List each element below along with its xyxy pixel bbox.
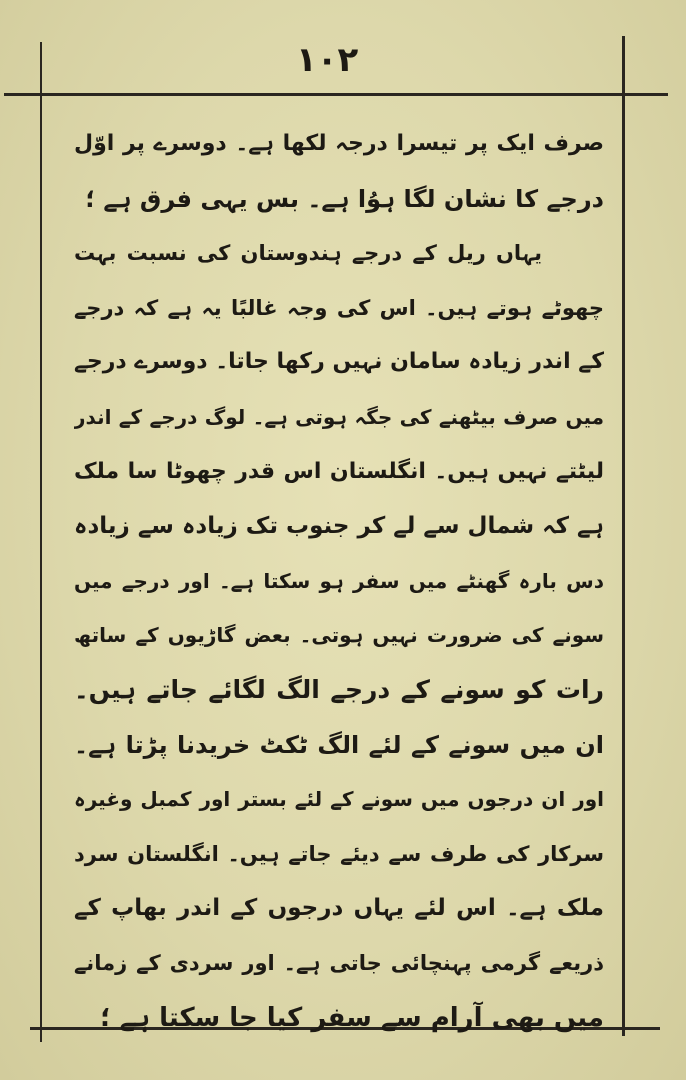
text-line: کے اندر زیادہ سامان نہیں رکھا جاتا۔ دوسرے درجے [74,349,604,375]
text-line: یہاں ریل کے درجے ہندوستان کی نسبت بہت [74,241,542,266]
body-text [74,117,604,1045]
text-line: صرف ایک پر تیسرا درجہ لکھا ہے۔ دوسرے پر اوّل [74,131,604,156]
text-line: میں صرف بیٹھنے کی جگہ ہوتی ہے۔ لوگ درجے کے اندر [74,404,604,429]
right-margin-rule [622,36,625,1036]
text-line: دس بارہ گھنٹے میں سفر ہو سکتا ہے۔ اور درجے میں [74,568,604,593]
text-line: درجے کا نشان لگا ہوُا ہے۔ بس یہی فرق ہے ؛ [85,184,604,213]
text-line: ان میں سونے کے لئے الگ ٹکٹ خریدنا پڑتا ہے۔ [74,730,604,759]
text-line: اور ان درجوں میں سونے کے لئے بستر اور کمبل وغیرہ [74,787,604,812]
text-line: سونے کی ضرورت نہیں ہوتی۔ بعض گاڑیوں کے ساتھ [74,623,604,648]
text-line: میں بھی آرام سے سفر کیا جا سکتا ہے ؛ [100,1002,604,1033]
left-margin-rule [40,42,42,1042]
page-number: ۱۰۲ [296,40,359,80]
text-line: سرکار کی طرف سے دیئے جاتے ہیں۔ انگلستان سرد [74,841,604,866]
text-line: ذریعے گرمی پہنچائی جاتی ہے۔ اور سردی کے زمانے [74,950,604,975]
text-line: چھوٹے ہوتے ہیں۔ اس کی وجہ غالبًا یہ ہے کہ درجے [74,295,604,320]
top-rule [4,93,668,96]
text-line: ملک ہے۔ اس لئے یہاں درجوں کے اندر بھاپ کے [74,895,604,922]
text-line: ہے کہ شمال سے لے کر جنوب تک زیادہ سے زیادہ [74,513,604,540]
text-line: لیٹتے نہیں ہیں۔ انگلستان اس قدر چھوٹا سا ملک [74,458,604,484]
text-line: رات کو سونے کے درجے الگ لگائے جاتے ہیں۔ [74,674,604,704]
